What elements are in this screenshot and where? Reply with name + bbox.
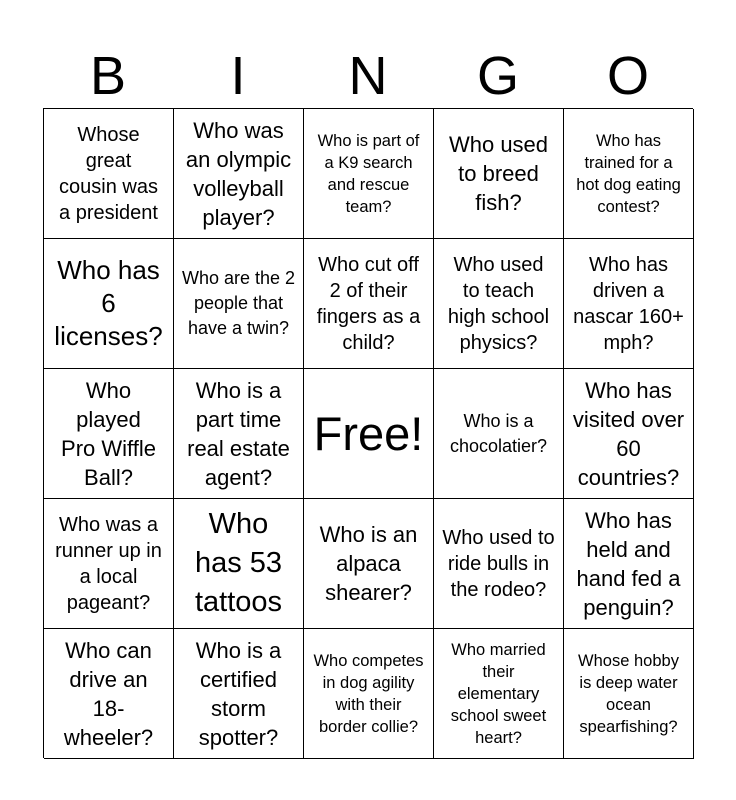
bingo-cell[interactable]	[434, 629, 564, 759]
cell-text: Who is a certified storm spotter?	[195, 637, 282, 750]
bingo-cell[interactable]	[44, 239, 174, 369]
cell-text: Whose great cousin was a president	[59, 123, 158, 224]
bingo-cell[interactable]	[44, 109, 174, 239]
header-letter-o: O	[606, 46, 649, 106]
bingo-header	[43, 44, 693, 108]
bingo-cell[interactable]	[304, 499, 434, 629]
bingo-cell[interactable]	[44, 629, 174, 759]
cell-text: Who has 53 tattoos	[194, 508, 283, 618]
free-space-cell[interactable]	[304, 369, 434, 499]
bingo-cell[interactable]	[44, 369, 174, 499]
cell-text: Who is a chocolatier?	[449, 410, 548, 456]
cell-text: Who has visited over 60 countries?	[572, 377, 685, 490]
bingo-cell[interactable]	[564, 369, 694, 499]
bingo-cell[interactable]	[434, 499, 564, 629]
cell-text: Who was an olympic volleyball player?	[185, 117, 292, 230]
cell-text: Who used to breed fish?	[448, 132, 549, 215]
cell-text: Who has driven a nascar 160+ mph?	[573, 253, 684, 354]
bingo-board	[43, 108, 693, 758]
cell-text: Who are the 2 people that have a twin?	[181, 268, 296, 338]
cell-text: Who used to teach high school physics?	[447, 253, 550, 354]
bingo-cell[interactable]	[174, 239, 304, 369]
cell-text: Who competes in dog agility with their border collie?	[313, 651, 424, 736]
cell-text: Who can drive an 18-wheeler?	[63, 637, 154, 750]
bingo-cell[interactable]	[174, 109, 304, 239]
bingo-cell[interactable]	[304, 109, 434, 239]
bingo-cell[interactable]	[564, 629, 694, 759]
cell-text: Who is part of a K9 search and rescue team?	[317, 131, 420, 216]
bingo-cell[interactable]	[564, 109, 694, 239]
cell-text: Who cut off 2 of their fingers as a child?	[316, 253, 421, 354]
bingo-cell[interactable]	[174, 629, 304, 759]
header-letter-g: G	[476, 46, 519, 106]
cell-text: Who is a part time real estate agent?	[187, 377, 290, 490]
bingo-cell[interactable]	[564, 239, 694, 369]
bingo-cell[interactable]	[434, 369, 564, 499]
cell-text: Who is an alpaca shearer?	[319, 522, 418, 605]
header-letter-n: N	[348, 46, 388, 106]
bingo-cell[interactable]	[564, 499, 694, 629]
cell-text: Who has trained for a hot dog eating contest?	[576, 131, 681, 216]
cell-text: Who has held and hand fed a penguin?	[576, 507, 681, 620]
bingo-cell[interactable]	[434, 239, 564, 369]
cell-text: Who married their elementary school sweet heart?	[450, 640, 547, 747]
cell-text: Who has 6 licenses?	[54, 255, 163, 351]
free-space-text: Free!	[313, 406, 424, 460]
bingo-cell[interactable]	[174, 369, 304, 499]
cell-text: Whose hobby is deep water ocean spearfishing?	[578, 651, 679, 736]
header-letter-i: I	[230, 46, 246, 106]
cell-text: Who was a runner up in a local pageant?	[55, 513, 162, 614]
cell-text: Who played Pro Wiffle Ball?	[61, 377, 156, 490]
bingo-cell[interactable]	[304, 629, 434, 759]
bingo-cell[interactable]	[434, 109, 564, 239]
bingo-cell[interactable]	[304, 239, 434, 369]
bingo-cell[interactable]	[174, 499, 304, 629]
bingo-cell[interactable]	[44, 499, 174, 629]
header-letter-b: B	[89, 46, 127, 106]
cell-text: Who used to ride bulls in the rodeo?	[442, 526, 555, 601]
